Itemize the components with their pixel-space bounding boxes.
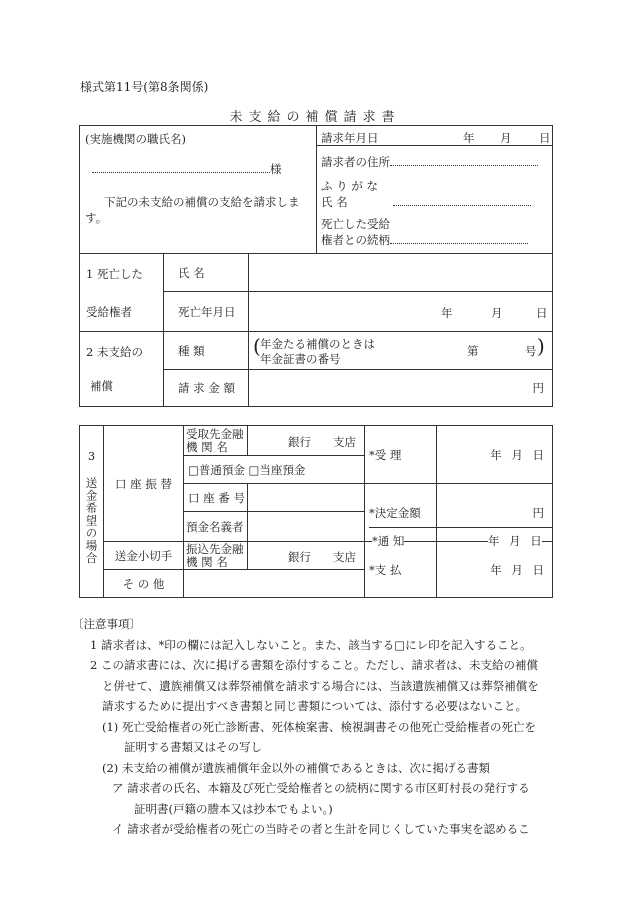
deceased-name-field[interactable] xyxy=(249,254,553,292)
receipt-label: *受 理 xyxy=(365,426,437,484)
other-label: そ の 他 xyxy=(104,570,184,598)
request-text-1: 下記の未支給の補償の支給を請求しま xyxy=(104,195,300,209)
note-2c: 請求するために提出すべき書類と同じ書類については、添付する必要はないこと。 xyxy=(102,699,528,713)
note-a1: ア 請求者の氏名、本籍及び死亡受給権者との続柄に関する市区町村長の発行する xyxy=(112,781,530,795)
form-title: 未支給の補償請求書 xyxy=(229,110,401,125)
request-text-2: す。 xyxy=(85,211,108,225)
account-number-label: 口 座 番 号 xyxy=(184,484,248,512)
remit-bank-field[interactable]: 銀行 支店 xyxy=(248,542,365,570)
main-form-table xyxy=(79,125,553,407)
notice-divider-left xyxy=(369,527,441,528)
note-i1: イ 請求者が受給権者の死亡の当時その者と生計を同じくしていた事実を認めるこ xyxy=(112,822,530,836)
remittance-table xyxy=(79,425,553,598)
org-label: (実施機関の職氏名) xyxy=(85,132,186,146)
payment-field[interactable]: 年 月 日 xyxy=(437,542,553,598)
receipt-field[interactable]: 年 月 日 xyxy=(437,426,553,484)
note-2b: と併せて、遺族補償又は葬祭補償を請求する場合には、当該遺族補償又は葬祭補償を xyxy=(102,678,539,693)
remit-bank-label: 振込先金融 機 関 名 xyxy=(184,542,248,570)
date-year: 年 xyxy=(463,131,475,145)
amount-field[interactable]: 円 xyxy=(249,370,553,407)
death-date-label: 死亡年月日 xyxy=(164,292,249,332)
notice-label: *通 知 xyxy=(372,534,405,548)
account-transfer-label: 口 座 振 替 xyxy=(104,426,184,542)
decided-amount-field[interactable]: 円 xyxy=(437,484,553,542)
account-holder-label: 預金名義者 xyxy=(184,512,248,542)
relation-label-2: 権者との続柄 xyxy=(321,233,391,247)
deposit-type-checkboxes[interactable]: □普通預金 □当座預金 xyxy=(184,456,365,484)
amount-label: 請 求 金 額 xyxy=(164,370,249,407)
address-field[interactable] xyxy=(321,154,538,170)
account-number-field[interactable] xyxy=(248,484,365,512)
org-name-field[interactable] xyxy=(92,160,282,177)
name-field[interactable] xyxy=(321,194,531,210)
relation-field[interactable] xyxy=(321,232,528,248)
date-day: 日 xyxy=(539,131,551,145)
section1-label: 1 死亡した 受給権者 xyxy=(80,254,164,332)
notice-divider xyxy=(441,527,552,528)
bank-label: 受取先金融 機 関 名 xyxy=(184,426,248,456)
pension-number-field[interactable]: ( 年金たる補償のときは 年金証書の番号 第 号 ) xyxy=(249,332,553,370)
payment-label: *支 払 xyxy=(365,542,437,598)
claimant-cell xyxy=(317,126,553,254)
account-holder-field[interactable] xyxy=(248,512,365,542)
note-a2: 証明書(戸籍の謄本又は抄本でもよい。) xyxy=(134,801,333,816)
check-label: 送金小切手 xyxy=(104,542,184,570)
sama-label: 様 xyxy=(270,162,282,176)
note-s1a: (1) 死亡受給権者の死亡診断書、死体検案書、検視調書その他死亡受給権者の死亡を xyxy=(102,719,536,734)
recipient-cell xyxy=(80,126,317,254)
section3-label: 3 送金希望の場合 xyxy=(80,426,104,598)
notes-section xyxy=(72,614,562,840)
note-2a: 2 この請求書には、次に掲げる書類を添付すること。ただし、請求者は、未支給の補償 xyxy=(90,658,538,672)
form-number: 様式第11号(第8条関係) xyxy=(80,80,209,94)
name-label: 氏 名 xyxy=(321,195,348,209)
section2-label: 2 未支給の 補償 xyxy=(80,332,164,407)
bank-field[interactable]: 銀行 支店 xyxy=(248,426,365,456)
furigana-label: ふ り が な xyxy=(321,179,378,193)
other-field[interactable] xyxy=(184,570,365,598)
date-label: 請求年月日 xyxy=(321,131,379,145)
deceased-name-label: 氏 名 xyxy=(164,254,249,292)
note-s1b: 証明する書類又はその写し xyxy=(124,740,262,754)
date-month: 月 xyxy=(500,131,512,145)
notes-heading: 〔注意事項〕 xyxy=(72,617,141,631)
note-s2: (2) 未支給の補償が遺族補償年金以外の補償であるときは、次に掲げる書類 xyxy=(102,760,490,775)
address-label: 請求者の住所 xyxy=(321,155,391,169)
relation-label-1: 死亡した受給 xyxy=(321,217,391,231)
type-label: 種 類 xyxy=(164,332,249,370)
notice-field[interactable]: 年 月 日 xyxy=(488,534,542,548)
death-date-field[interactable]: 年 月 日 xyxy=(249,292,553,332)
decided-amount-label: *決定金額 xyxy=(365,484,437,542)
note-1: 1 請求者は、*印の欄には記入しないこと。また、該当する□にレ印を記入すること。 xyxy=(90,637,532,652)
